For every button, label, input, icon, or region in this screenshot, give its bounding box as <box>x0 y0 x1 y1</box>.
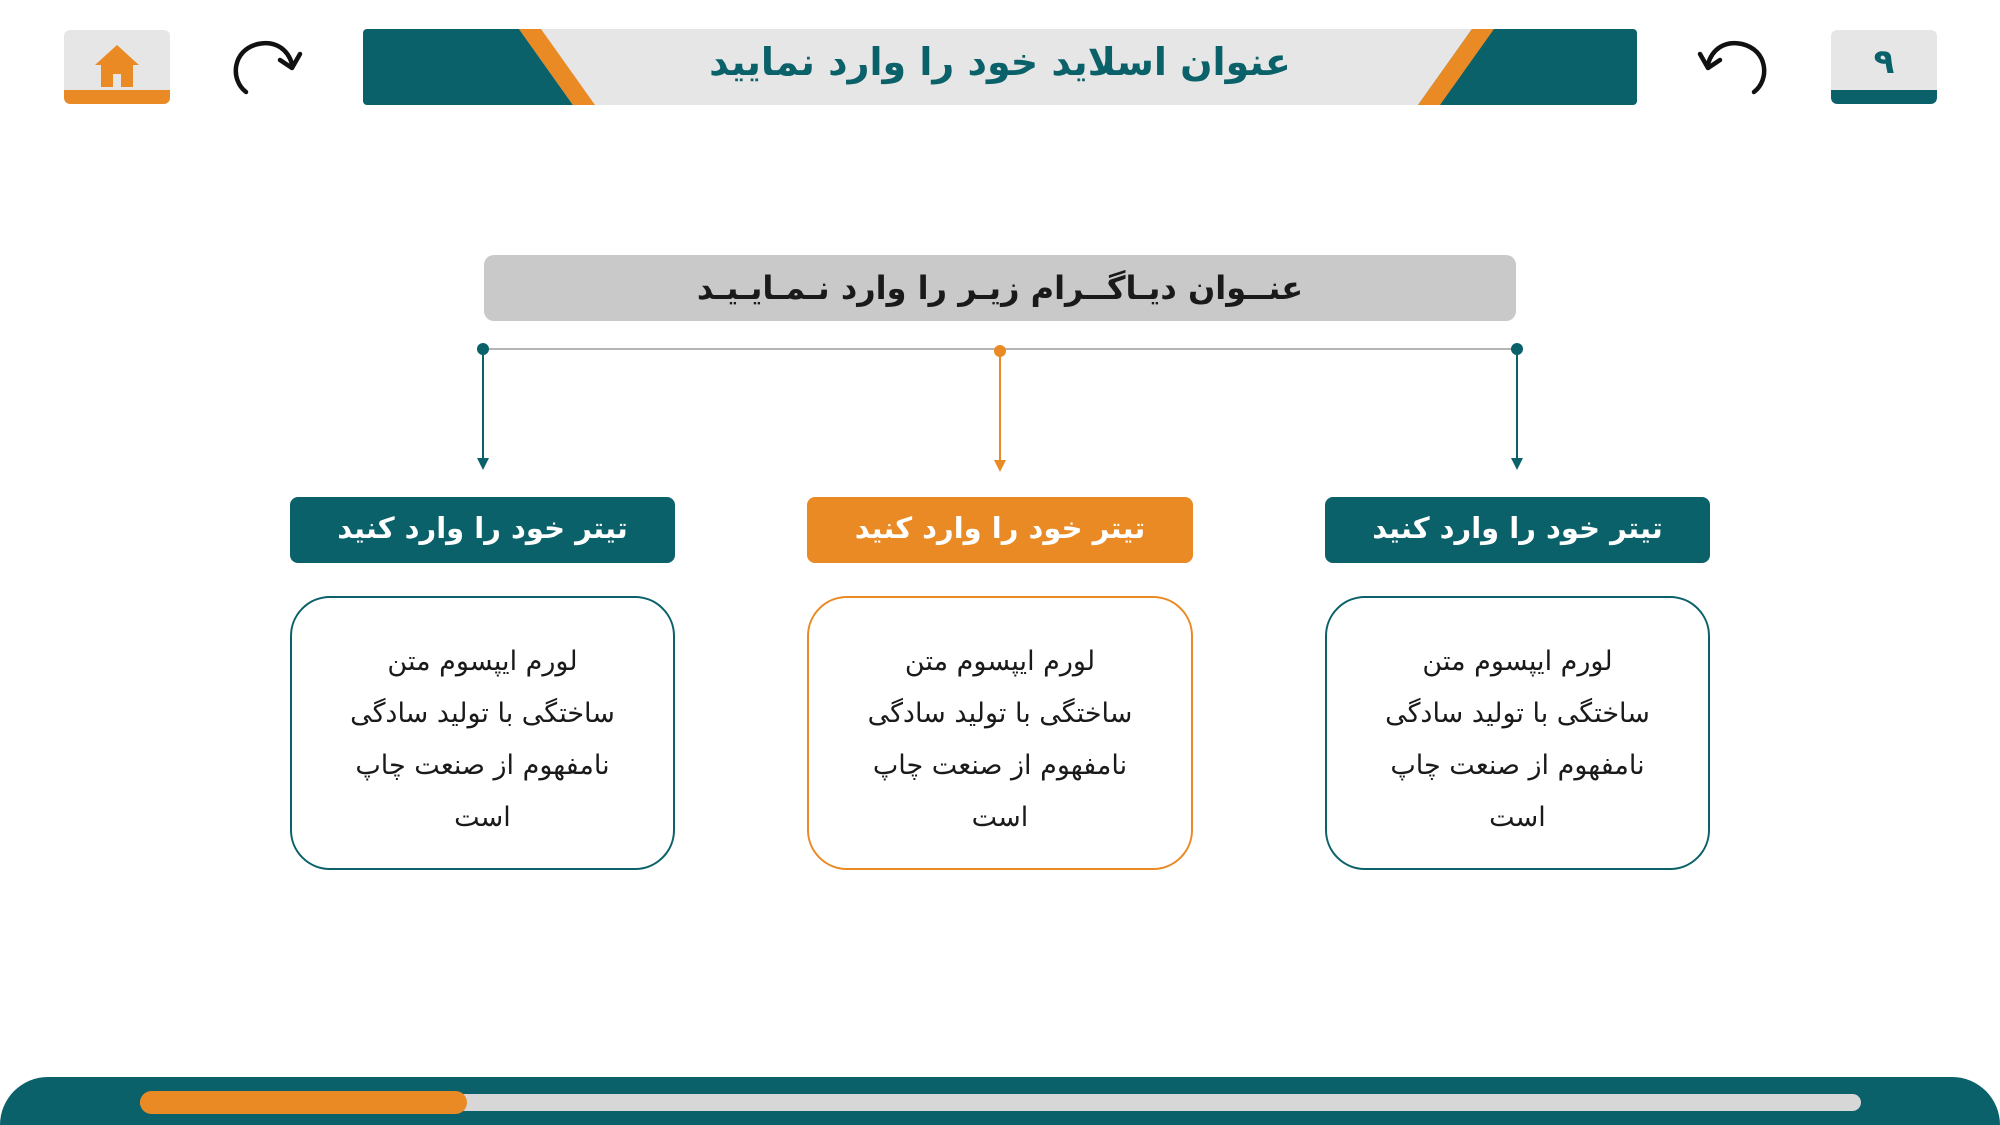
card-body-right <box>1325 596 1710 870</box>
diagram-title: عنــوان دیـاگــرام زیـر را وارد نـمـایـیـد <box>484 255 1516 321</box>
card-text-line: نامفهوم از صنعت چاپ <box>355 750 610 781</box>
page-number: ۹ <box>1873 42 1895 82</box>
card-heading-left: تیتر خود را وارد کنید <box>290 497 675 563</box>
arrowhead-left <box>477 458 489 470</box>
card-heading-center: تیتر خود را وارد کنید <box>807 497 1193 563</box>
card-text-line: نامفهوم از صنعت چاپ <box>1390 750 1645 781</box>
card-text-line: نامفهوم از صنعت چاپ <box>872 750 1128 781</box>
card-text-line: ساختگی با تولید سادگی <box>350 698 615 729</box>
arrowhead-right <box>1511 458 1523 470</box>
page-title: عنوان اسلاید خود را وارد نمایید <box>709 40 1291 84</box>
card-text-line: است <box>454 802 511 833</box>
progress-fill <box>140 1091 467 1114</box>
card-text-line: است <box>971 802 1029 833</box>
card-text-line: لورم ایپسوم متن <box>904 646 1096 677</box>
card-text-line: ساختگی با تولید سادگی <box>1385 698 1650 729</box>
card-text-line: لورم ایپسوم متن <box>1422 646 1613 677</box>
diagram-connectors <box>0 0 2000 500</box>
arrowhead-center <box>994 460 1006 472</box>
card-text-line: است <box>1489 802 1546 833</box>
card-heading-right: تیتر خود را وارد کنید <box>1325 497 1710 563</box>
card-text-line: ساختگی با تولید سادگی <box>867 698 1133 729</box>
card-body-center <box>807 596 1193 870</box>
card-body-left <box>290 596 675 870</box>
card-text-line: لورم ایپسوم متن <box>387 646 578 677</box>
